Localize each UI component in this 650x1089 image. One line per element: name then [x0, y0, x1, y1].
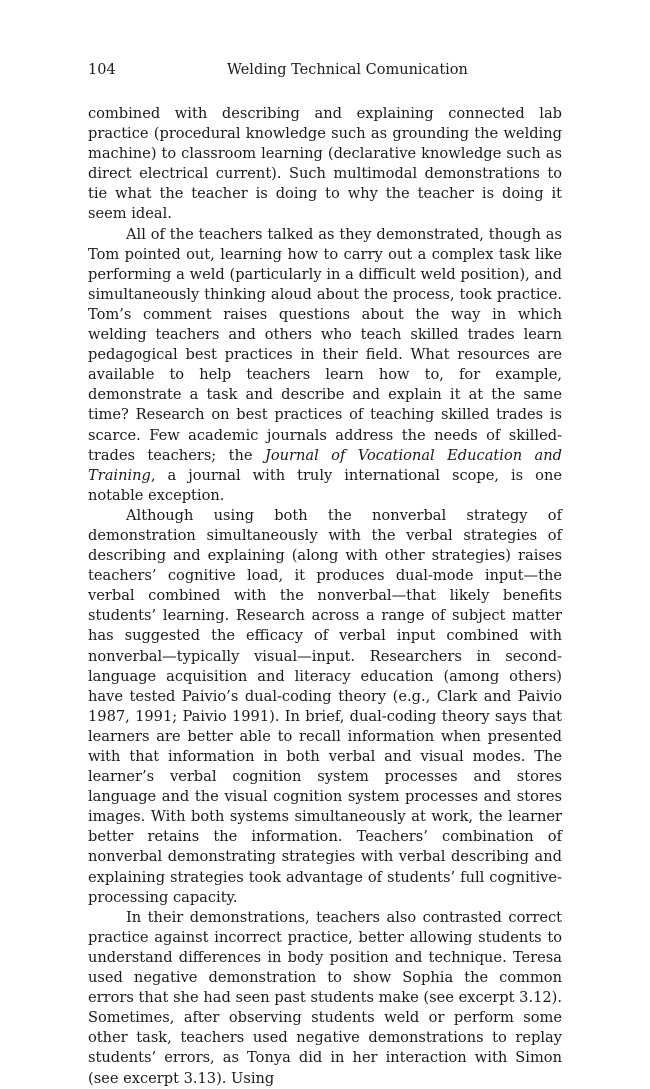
running-header	[88, 60, 562, 80]
running-head-title: Welding Technical Comunication	[227, 62, 468, 78]
paragraph-2-text-end: , a journal with truly international scope, is one notable exception.	[88, 466, 562, 504]
paragraph-4: In their demonstrations, teachers also contrasted correct practice against incorrect practice, better allowing students to understand differences in body position and technique. Teresa used negative demonstration to show Sophia the common errors that she had seen past students make (see excerpt 3.12). Sometimes, after observing students weld or perform some other task, teachers used negative demonstrations to replay students’ errors, as Tonya did in her interaction with Simon (see excerpt 3.13). Using	[88, 908, 562, 1087]
body-text	[88, 104, 562, 1089]
paragraph-1: combined with describing and explaining connected lab practice (procedural knowledge such as grounding the welding machine) to classroom learning (declarative knowledge such as direct electrical current). Such multimodal demonstrations to tie what the teacher is doing to why the teacher is doing it seem ideal.	[88, 105, 562, 223]
journal-title: Journal of Vocational Education and Training	[88, 446, 562, 484]
paragraph-2	[88, 225, 562, 506]
paragraph-2-text-start: All of the teachers talked as they demonstrated, though as Tom pointed out, learning how to carry out a complex task like performing a weld (particularly in a difficult weld position), and simultaneously thinking aloud about the process, took practice. Tom’s comment raises questions about the way in which welding teachers and others who teach skilled trades learn pedagogical best practices in their field. What resources are available to help teachers learn how to, for example, demonstrate a task and describe and explain it at the same time? Research on best practices of teaching skilled trades is scarce. Few academic journals address the needs of skilled-trades teachers; the	[88, 225, 562, 464]
paragraph-3: Although using both the nonverbal strategy of demonstration simultaneously with the verbal strategies of describing and explaining (along with other strategies) raises teachers’ cognitive load, it produces dual-mode input—the verbal combined with the nonverbal—that likely benefits students’ learning. Research across a range of subject matter has suggested the efficacy of verbal input combined with nonverbal—typically visual—input. Researchers in second-language acquisition and literacy education (among others) have tested Paivio’s dual-coding theory (e.g., Clark and Paivio 1987, 1991; Paivio 1991). In brief, dual-coding theory says that learners are better able to recall information when presented with that information in both verbal and visual modes. The learner’s verbal cognition system processes and stores language and the visual cognition system processes and stores images. With both systems simultaneously at work, the learner better retains the information. Teachers’ combination of nonverbal demonstrating strategies with verbal describing and explaining strategies took advantage of students’ full cognitive-processing capacity.	[88, 506, 562, 906]
page-number: 104	[88, 62, 116, 78]
